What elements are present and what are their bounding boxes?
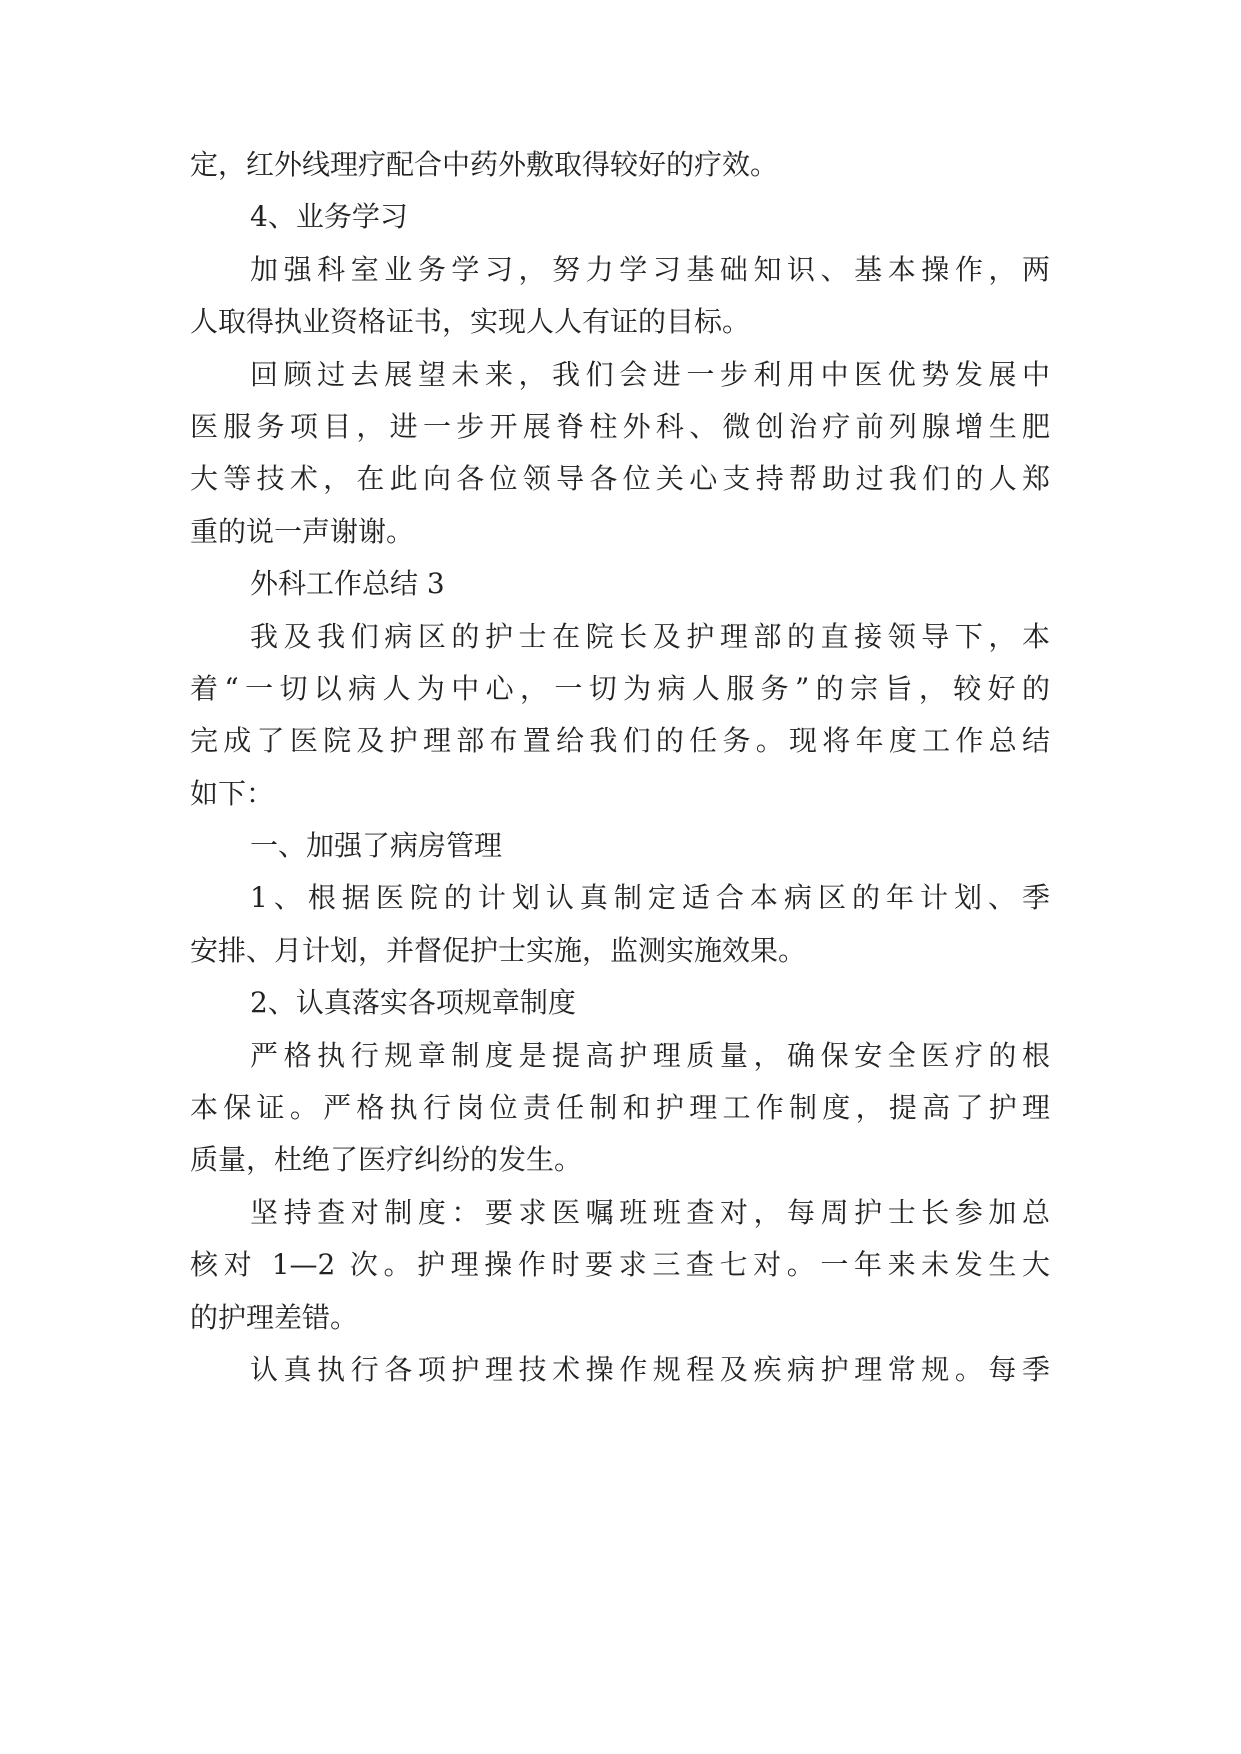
paragraph-line: 安排、月计划，并督促护士实施，监测实施效果。	[190, 933, 807, 967]
paragraph-line: 坚持查对制度：要求医嘱班班查对，每周护士长参加总	[250, 1195, 1050, 1229]
section-heading: 2、认真落实各项规章制度	[250, 986, 576, 1020]
section-heading: 4、业务学习	[250, 200, 408, 234]
paragraph-line: 核对 1—2 次。护理操作时要求三查七对。一年来未发生大	[190, 1248, 1050, 1282]
section-heading: 一、加强了病房管理	[250, 829, 503, 863]
paragraph-line: 我及我们病区的护士在院长及护理部的直接领导下，本	[250, 619, 1050, 653]
paragraph-line: 严格执行规章制度是提高护理质量，确保安全医疗的根	[250, 1038, 1050, 1072]
paragraph-line: 医服务项目，进一步开展脊柱外科、微创治疗前列腺增生肥	[190, 409, 1050, 443]
paragraph-line: 如下：	[190, 776, 275, 810]
paragraph-line: 大等技术，在此向各位领导各位关心支持帮助过我们的人郑	[190, 462, 1050, 496]
paragraph-line: 认真执行各项护理技术操作规程及疾病护理常规。每季	[250, 1352, 1050, 1386]
section-title: 外科工作总结 3	[250, 567, 445, 601]
paragraph-line: 回顾过去展望未来，我们会进一步利用中医优势发展中	[250, 357, 1050, 391]
paragraph-line: 的护理差错。	[190, 1300, 359, 1334]
paragraph-line: 本保证。严格执行岗位责任制和护理工作制度，提高了护理	[190, 1091, 1050, 1125]
paragraph-line: 完成了医院及护理部布置给我们的任务。现将年度工作总结	[190, 724, 1050, 758]
paragraph-line: 质量，杜绝了医疗纠纷的发生。	[190, 1143, 583, 1177]
paragraph-line: 加强科室业务学习，努力学习基础知识、基本操作，两	[250, 252, 1050, 286]
paragraph-line: 1、根据医院的计划认真制定适合本病区的年计划、季	[250, 881, 1050, 915]
paragraph-line: 人取得执业资格证书，实现人人有证的目标。	[190, 305, 751, 339]
document-body	[190, 139, 1050, 1396]
paragraph-line: 着“一切以病人为中心，一切为病人服务”的宗旨，较好的	[190, 671, 1050, 705]
paragraph-line: 重的说一声谢谢。	[190, 514, 415, 548]
paragraph-line: 定，红外线理疗配合中药外敷取得较好的疗效。	[190, 148, 779, 181]
